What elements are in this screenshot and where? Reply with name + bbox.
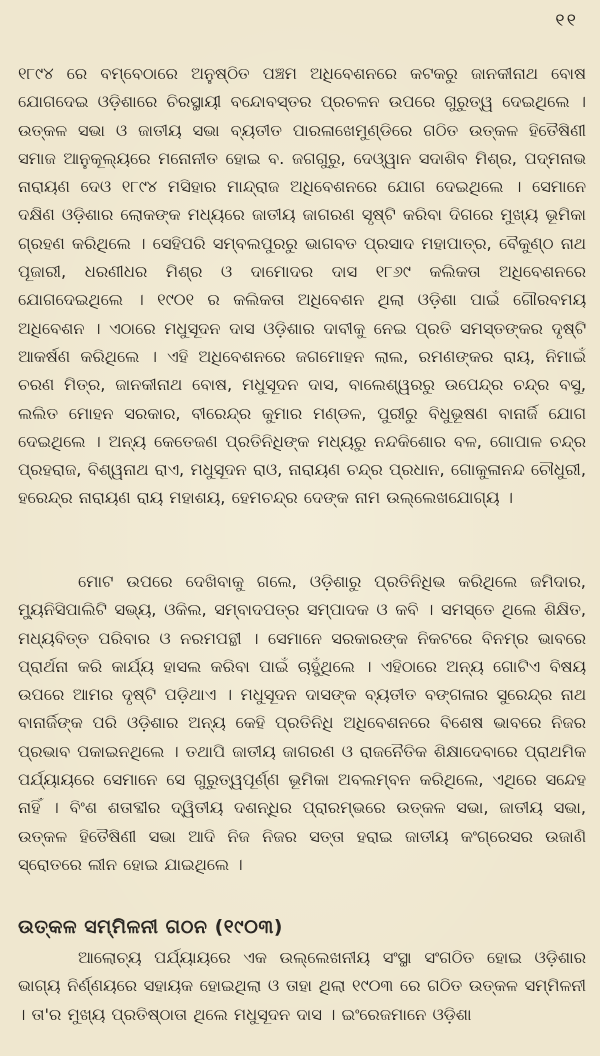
paragraph-text: ଆଲୋଚ୍ୟ ପର୍ଯ୍ୟାୟରେ ଏକ ଉଲ୍ଲେଖନୀୟ ସଂସ୍ଥା ସଂଗଠିତ ହୋଇ ଓଡ଼ିଶାର ଭାଗ୍ୟ ନିର୍ଣ୍ଣୟରେ ସହାୟକ ହୋଇଥିଲା ଓ ତାହା ଥିଲା ୧୯୦୩ ରେ ଗଠିତ ଉତ୍କଳ ସମ୍ମିଳନୀ । ତା'ର ମୁଖ୍ୟ ପ୍ରତିଷ୍ଠାତା ଥିଲେ ମଧୁସୂଦନ ଦାସ । ଇଂରେଜମାନେ ଓଡ଼ିଶା: [18, 948, 586, 1024]
page-number: ୧୧: [555, 10, 578, 31]
paragraph-congress-sessions: [18, 60, 586, 513]
paragraph-text: ମୋଟ ଉପରେ ଦେଖିବାକୁ ଗଲେ, ଓଡ଼ିଶାରୁ ପ୍ରତିନିଧିଭ କରିଥିଲେ ଜମିଦାର, ମ୍ୟୁନିସିପାଲିଟି ସଭ୍ୟ, ଓକିଲ, ସମ୍ବାଦପତ୍ର ସମ୍ପାଦକ ଓ କବି । ସମସ୍ତେ ଥିଲେ ଶିକ୍ଷିତ, ମଧ୍ୟବିତ୍ତ ପରିବାର ଓ ନରମପନ୍ଥୀ । ସେମାନେ ସରକାରଙ୍କ ନିକଟରେ ବିନମ୍ର ଭାବରେ ପ୍ରାର୍ଥନା କରି କାର୍ଯ୍ୟ ହାସଲ କରିବା ପାଇଁ ଚାହୁଁଥିଲେ । ଏହିଠାରେ ଅନ୍ୟ ଗୋଟିଏ ବିଷୟ ଉପରେ ଆମର ଦୃଷ୍ଟି ପଡ଼ିଥାଏ । ମଧୁସୂଦନ ଦାସଙ୍କ ବ୍ୟତୀତ ବଙ୍ଗଳାର ସୁରେନ୍ଦ୍ର ନାଥ ବାନାର୍ଜିଙ୍କ ପରି ଓଡ଼ିଶାର ଅନ୍ୟ କେହି ପ୍ରତିନିଧି ଅଧିବେଶନରେ ବିଶେଷ ଭାବରେ ନିଜର ପ୍ରଭାବ ପକାଇନଥିଲେ । ତଥାପି ଜାତୀୟ ଜାଗରଣ ଓ ରାଜନୈତିକ ଶିକ୍ଷାଦେବାରେ ପ୍ରାଥମିକ ପର୍ଯ୍ୟାୟରେ ସେମାନେ ସେ ଗୁରୁତ୍ୱପୂର୍ଣ୍ଣ ଭୂମିକା ଅବଲମ୍ବନ କରିଥିଲେ, ଏଥିରେ ସନ୍ଦେହ ନାହିଁ । ବିଂଶ ଶତାବ୍ଦୀର ଦ୍ୱିତୀୟ ଦଶନ୍ଧିର ପ୍ରାରମ୍ଭରେ ଉତ୍କଳ ସଭା, ଜାତୀୟ ସଭା, ଉତ୍କଳ ହିତୈଷିଣୀ ସଭା ଆଦି ନିଜ ନିଜର ସତ୍ତା ହରାଇ ଜାତୀୟ କଂଗ୍ରେସର ଉଜାଣି ସ୍ରୋତରେ ଲୀନ ହୋଇ ଯାଇଥିଲେ ।: [18, 572, 586, 874]
paragraph-representatives-summary: [18, 568, 586, 879]
paragraph-utkal-sammilani: [18, 944, 586, 1029]
section-heading: ଉତ୍କଳ ସମ୍ମିଳନୀ ଗଠନ (୧୯୦୩): [18, 916, 283, 938]
paragraph-text: ୧୮୯୪ ରେ ବମ୍ବେଠାରେ ଅନୁଷ୍ଠିତ ପଞ୍ଚମ ଅଧିବେଶନରେ କଟକରୁ ଜାନକୀନାଥ ବୋଷ ଯୋଗଦେଇ ଓଡ଼ିଶାରେ ଚିରସ୍ଥାୟୀ ବନ୍ଦୋବସ୍ତର ପ୍ରଚଳନ ଉପରେ ଗୁରୁତ୍ୱ ଦେଇଥିଲେ । ଉତ୍କଳ ସଭା ଓ ଜାତୀୟ ସଭା ବ୍ୟତୀତ ପାରଳାଖେମୁଣ୍ଡିରେ ଗଠିତ ଉତ୍କଳ ହିତୈଷିଣୀ ସମାଜ ଆନୁକୂଲ୍ୟରେ ମନୋନୀତ ହୋଇ ବ. ଜଗଗୁରୁ, ଦେଓ୍ୱାନ ସଦାଶିବ ମିଶ୍ର, ପଦ୍ମନାଭ ନାରାୟଣ ଦେଓ ୧୮୯୪ ମସିହାର ମାନ୍ଦ୍ରାଜ ଅଧିବେଶନରେ ଯୋଗ ଦେଇଥିଲେ । ସେମାନେ ଦକ୍ଷିଣ ଓଡ଼ିଶାର ଲୋକଙ୍କ ମଧ୍ୟରେ ଜାତୀୟ ଜାଗରଣ ସୃଷ୍ଟି କରିବା ଦିଗରେ ମୁଖ୍ୟ ଭୂମିକା ଗ୍ରହଣ କରିଥିଲେ । ସେହିପରି ସମ୍ବଲପୁରରୁ ଭାଗବତ ପ୍ରସାଦ ମହାପାତ୍ର, ବୈକୁଣ୍ଠ ନାଥ ପୂଜାରୀ, ଧରଣୀଧର ମିଶ୍ର ଓ ଦାମୋଦର ଦାସ ୧୮୬୯ କଲିକତା ଅଧିବେଶନରେ ଯୋଗଦେଇଥିଲେ । ୧୯୦୧ ର କଲିକତା ଅଧିବେଶନ ଥିଲା ଓଡ଼ିଶା ପାଇଁ ଗୌରବମୟ ଅଧିବେଶନ । ଏଠାରେ ମଧୁସୂଦନ ଦାସ ଓଡ଼ିଶାର ଦାବୀକୁ ନେଇ ପ୍ରତି ସମସ୍ତଙ୍କର ଦୃଷ୍ଟି ଆକର୍ଷଣ କରିଥିଲେ । ଏହି ଅଧିବେଶନରେ ଜଗମୋହନ ଲାଲ, ରମଣଙ୍କର ରାୟ, ନିମାଇଁ ଚରଣ ମିତ୍ର, ଜାନକୀନାଥ ବୋଷ, ମଧୁସୂଦନ ଦାସ, ବାଲେଶ୍ୱରରୁ ଉପେନ୍ଦ୍ର ଚନ୍ଦ୍ର ବସୁ, ଲଲିତ ମୋହନ ସରକାର, ବୀରେନ୍ଦ୍ର କୁମାର ମଣ୍ଡଳ, ପୁରୀରୁ ବିଧୁଭୂଷଣ ବାନାର୍ଜି ଯୋଗ ଦେଇଥିଲେ । ଅନ୍ୟ କେତେଜଣ ପ୍ରତିନିଧିଙ୍କ ମଧ୍ୟରୁ ନନ୍ଦକିଶୋର ବଳ, ଗୋପାଳ ଚନ୍ଦ୍ର ପ୍ରହରାଜ, ବିଶ୍ୱନାଥ ରାଏ, ମଧୁସୂଦନ ରାଓ, ନାରାୟଣ ଚନ୍ଦ୍ର ପ୍ରଧାନ, ଗୋକୁଳାନନ୍ଦ ଚୌଧୁରୀ, ହରେନ୍ଦ୍ର ନାରାୟଣ ରାୟ ମହାଶୟ, ହେମଚନ୍ଦ୍ର ଦେଙ୍କ ନାମ ଉଲ୍ଲେଖଯୋଗ୍ୟ ।: [18, 64, 586, 508]
